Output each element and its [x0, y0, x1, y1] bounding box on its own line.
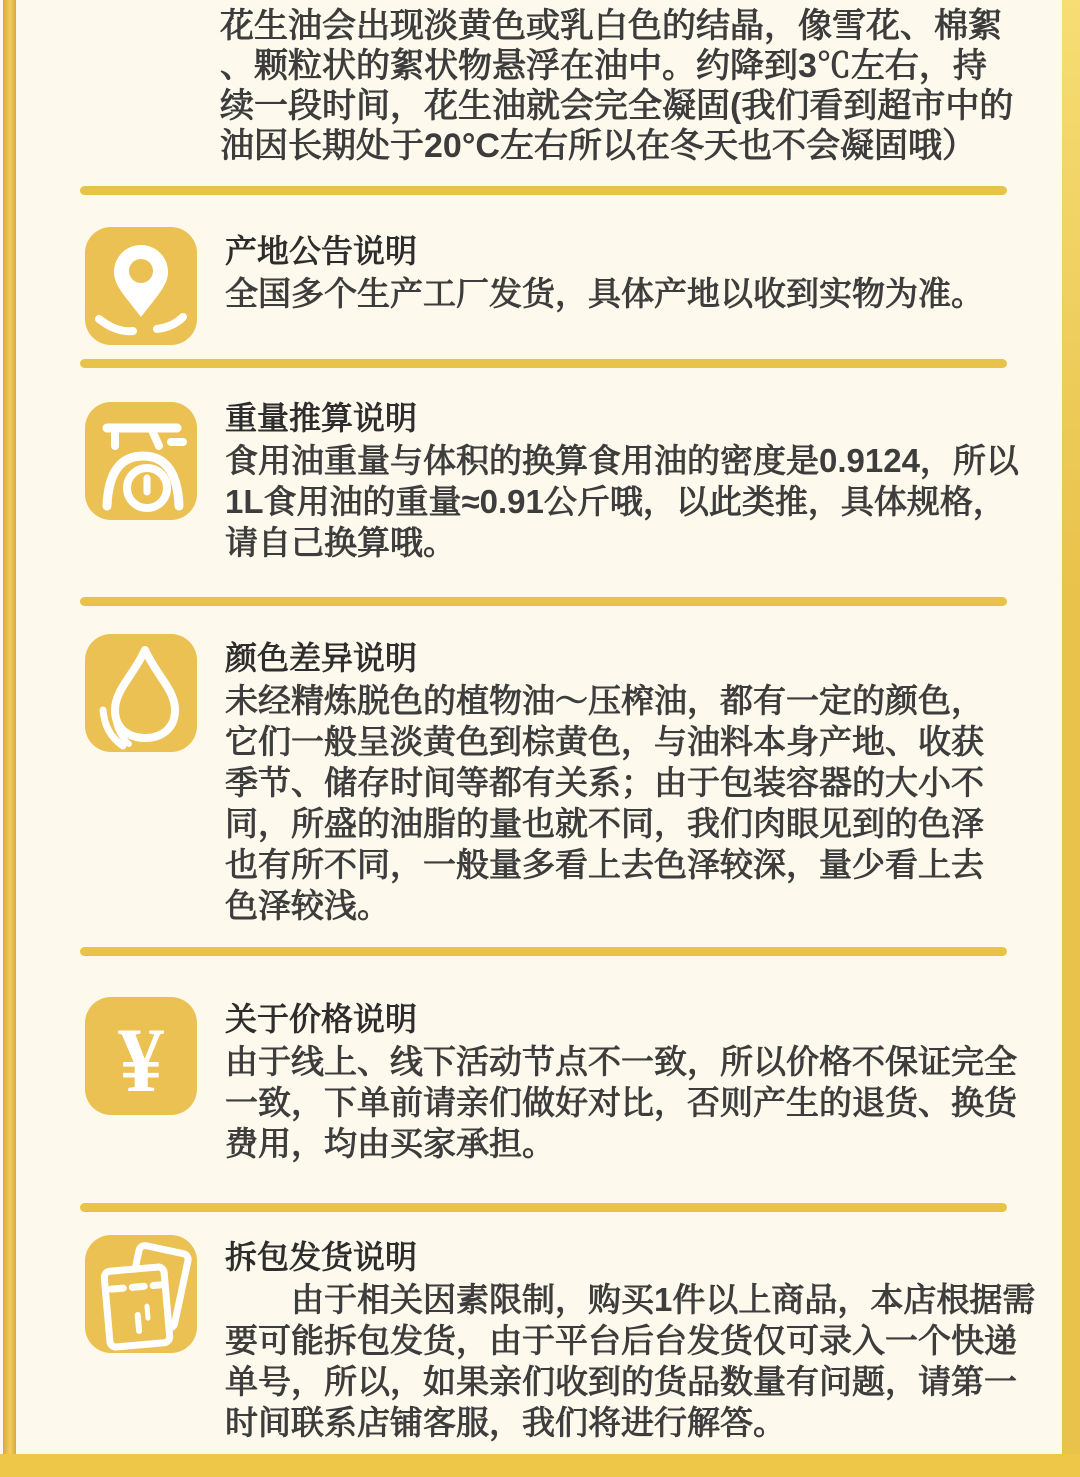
section-divider [80, 1203, 1007, 1212]
section-body: 全国多个生产工厂发货，具体产地以收到实物为准。 [225, 275, 984, 312]
right-border-bar [1062, 0, 1080, 1477]
bottom-border-bar [0, 1454, 1080, 1477]
section-title: 拆包发货说明 [225, 1239, 418, 1275]
section-price [225, 999, 1025, 1164]
section-weight [225, 398, 1020, 563]
section-title: 产地公告说明 [225, 233, 418, 269]
section-body: 食用油重量与体积的换算食用油的密度是0.9124，所以1L食用油的重量≈0.91公斤哦，以此类推，具体规格，请自己换算哦。 [225, 442, 1019, 561]
left-border-bar [3, 0, 16, 1477]
location-pin-icon [85, 227, 197, 345]
svg-text:¥: ¥ [118, 1009, 164, 1111]
section-divider [80, 597, 1007, 606]
scale-icon [85, 402, 197, 520]
package-icon [85, 1235, 197, 1353]
section-title: 颜色差异说明 [225, 640, 418, 676]
section-divider [80, 359, 1007, 368]
section-body: 由于相关因素限制，购买1件以上商品，本店根据需要可能拆包发货，由于平台后台发货仅可录入一个快递单号，所以，如果亲们收到的货品数量有问题，请第一时间联系店铺客服，我们将进行解答。 [225, 1281, 1036, 1441]
section-divider [80, 186, 1007, 195]
section-color [225, 638, 1015, 926]
section-title: 关于价格说明 [225, 1001, 418, 1037]
section-divider [80, 947, 1007, 956]
section-shipping [225, 1237, 1045, 1443]
section-body: 未经精炼脱色的植物油～压榨油，都有一定的颜色，它们一般呈淡黄色到棕黄色，与油料本身产地、收获季节、储存时间等都有关系；由于包装容器的大小不同，所盛的油脂的量也就不同，我们肉眼见到的色泽也有所不同，一般量多看上去色泽较深，量少看上去色泽较浅。 [225, 682, 984, 924]
section-body: 由于线上、线下活动节点不一致，所以价格不保证完全一致，下单前请亲们做好对比，否则产生的退货、换货费用，均由买家承担。 [225, 1043, 1017, 1162]
intro-paragraph: 花生油会出现淡黄色或乳白色的结晶，像雪花、棉絮、颗粒状的絮状物悬浮在油中。约降到3℃左右，持续一段时间，花生油就会完全凝固(我们看到超市中的油因长期处于20°C左右所以在冬天也不会凝固哦） [220, 7, 1014, 165]
section-title: 重量推算说明 [225, 400, 418, 436]
section-origin [225, 231, 1015, 314]
oil-drop-icon [85, 634, 197, 752]
yuan-currency-icon [85, 997, 197, 1115]
